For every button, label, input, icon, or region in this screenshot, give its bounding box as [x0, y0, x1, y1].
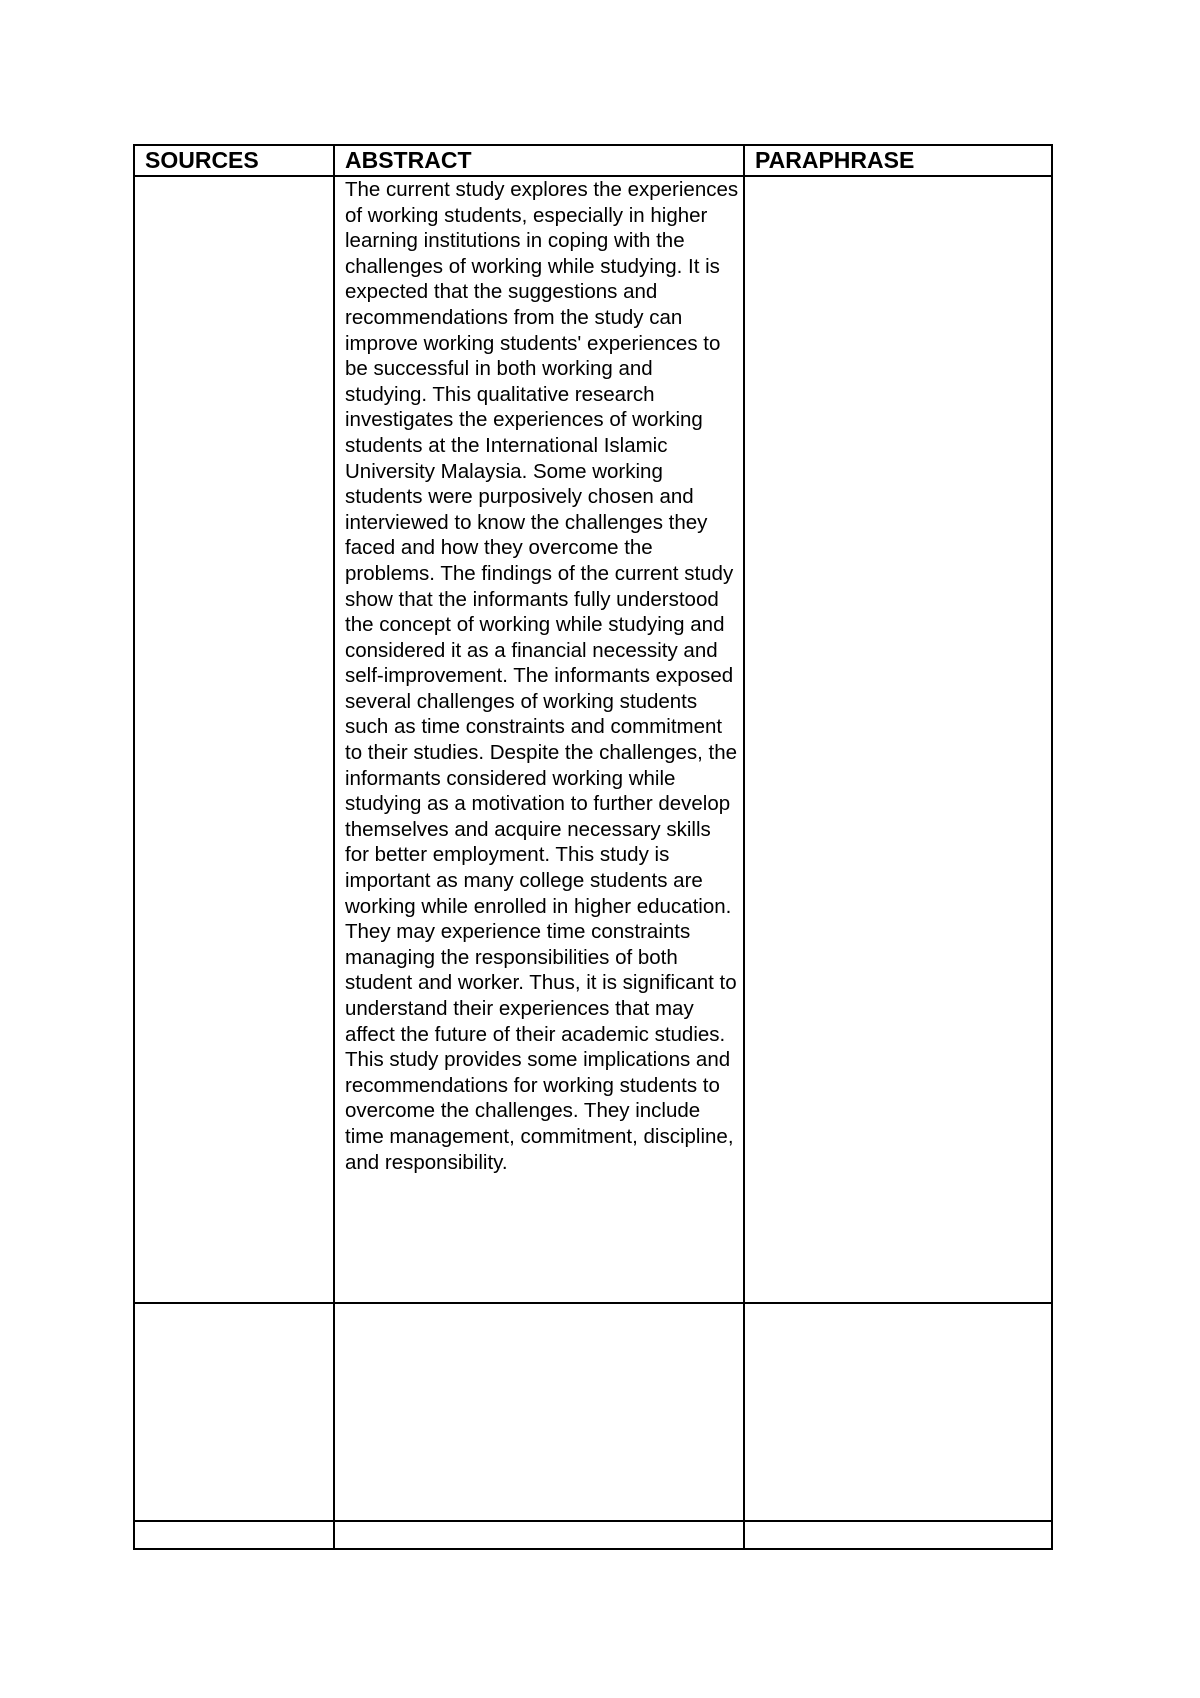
table-row	[134, 176, 1052, 1303]
abstract-cell	[334, 1521, 744, 1549]
paraphrase-cell	[744, 1521, 1052, 1549]
abstract-cell	[334, 1303, 744, 1521]
source-cell	[134, 1303, 334, 1521]
header-paraphrase: PARAPHRASE	[744, 145, 1052, 176]
abstract-cell	[334, 176, 744, 1303]
header-abstract: ABSTRACT	[334, 145, 744, 176]
paraphrase-cell	[744, 176, 1052, 1303]
table-row	[134, 1303, 1052, 1521]
abstract-text: The current study explores the experiences of working students, especially in higher learning institutions in coping with the challenges of working while studying. It is expected that the suggestions and recommendations from the study can improve working students' experiences to be successful in both working and studying. This qualitative research investigates the experiences of working students at the International Islamic University Malaysia. Some working students were purposively chosen and interviewed to know the challenges they faced and how they overcome the problems. The findings of the current study show that the informants fully understood the concept of working while studying and considered it as a financial necessity and self-improvement. The informants exposed several challenges of working students such as time constraints and commitment to their studies. Despite the challenges, the informants considered working while studying as a motivation to further develop themselves and acquire necessary skills for better employment. This study is important as many college students are working while enrolled in higher education. They may experience time constraints managing the responsibilities of both student and worker. Thus, it is significant to understand their experiences that may affect the future of their academic studies. This study provides some implications and recommendations for working students to overcome the challenges. They include time management, commitment, discipline, and responsibility.	[345, 178, 739, 1174]
source-cell	[134, 176, 334, 1303]
table-row	[134, 1521, 1052, 1549]
paraphrase-cell	[744, 1303, 1052, 1521]
table-header-row	[134, 145, 1052, 176]
source-cell	[134, 1521, 334, 1549]
sources-abstract-paraphrase-table	[133, 144, 1053, 1550]
header-sources: SOURCES	[134, 145, 334, 176]
